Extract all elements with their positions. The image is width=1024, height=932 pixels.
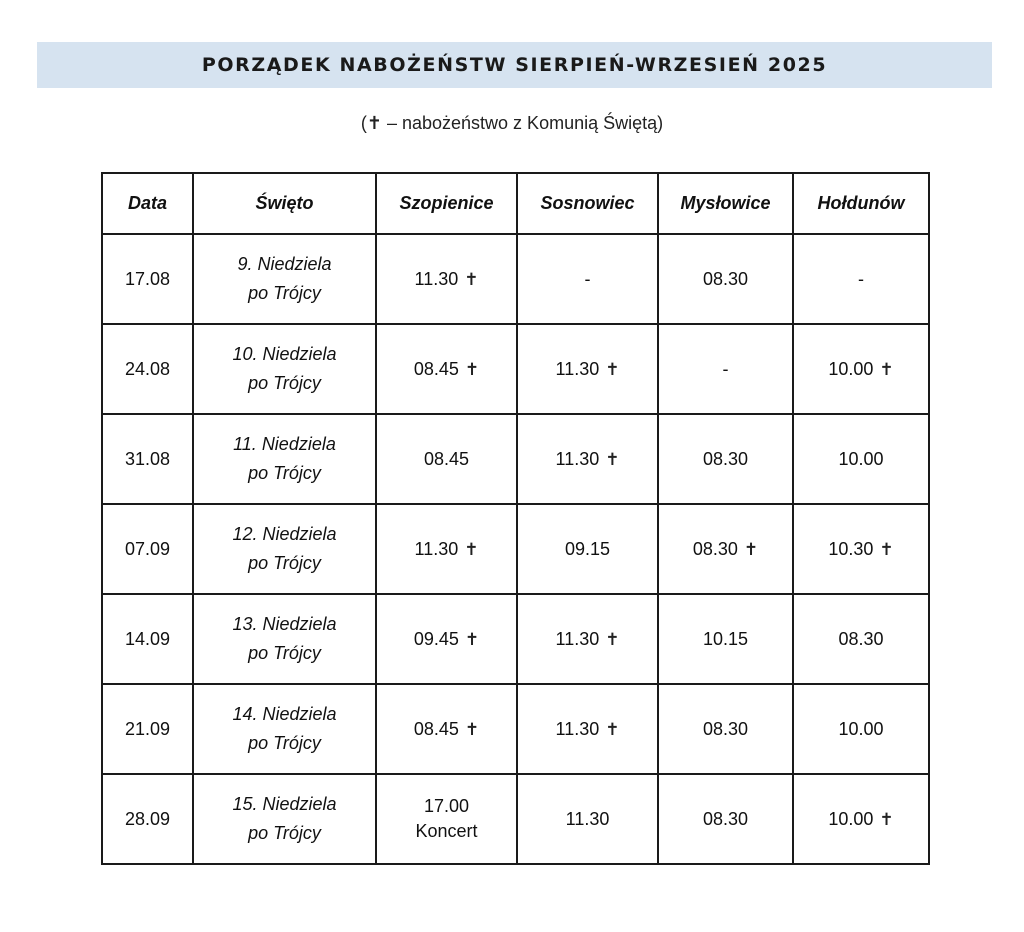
szopienice-cell xyxy=(376,414,517,504)
holiday-line1: 13. Niedziela xyxy=(232,614,337,634)
holiday-line1: 11. Niedziela xyxy=(233,434,336,454)
holiday-cell xyxy=(193,504,376,594)
header-myslowice: Mysłowice xyxy=(658,173,793,234)
sosnowiec-cell xyxy=(517,594,658,684)
cross-icon: ✝ xyxy=(605,719,620,739)
table-row xyxy=(102,414,929,504)
holdunow-cell xyxy=(793,324,929,414)
time-value: 08.30 xyxy=(702,448,749,469)
time-value: 11.30 xyxy=(555,448,600,469)
cross-icon: ✝ xyxy=(879,809,894,829)
sosnowiec-cell xyxy=(517,234,658,324)
holiday-line1: 12. Niedziela xyxy=(232,524,337,544)
date-cell: 17.08 xyxy=(102,234,193,324)
header-date: Data xyxy=(102,173,193,234)
time-value: - xyxy=(722,358,729,379)
header-szopienice: Szopienice xyxy=(376,173,517,234)
time-value: 10.15 xyxy=(702,628,749,649)
date-cell: 21.09 xyxy=(102,684,193,774)
table-row xyxy=(102,324,929,414)
szopienice-cell xyxy=(376,774,517,864)
cross-icon: ✝ xyxy=(366,113,382,133)
time-value: 11.30 xyxy=(414,268,459,289)
cross-icon: ✝ xyxy=(464,269,479,289)
cross-icon: ✝ xyxy=(879,359,894,379)
time-value: 08.45 xyxy=(423,448,470,469)
cross-icon: ✝ xyxy=(464,719,480,739)
time-value: 10.00 xyxy=(828,358,874,379)
holiday-line1: 15. Niedziela xyxy=(232,794,337,814)
szopienice-cell xyxy=(376,234,517,324)
myslowice-cell xyxy=(658,594,793,684)
title-banner xyxy=(37,42,992,88)
holiday-cell xyxy=(193,414,376,504)
holiday-cell xyxy=(193,594,376,684)
sosnowiec-cell xyxy=(517,324,658,414)
time-value: 17.00 xyxy=(423,796,470,816)
sosnowiec-cell xyxy=(517,414,658,504)
szopienice-cell xyxy=(376,324,517,414)
time-value: 08.30 xyxy=(838,628,884,649)
cross-icon: ✝ xyxy=(605,359,620,379)
date-cell: 28.09 xyxy=(102,774,193,864)
header-sosnowiec: Sosnowiec xyxy=(517,173,658,234)
holiday-cell xyxy=(193,234,376,324)
time-value: 11.30 xyxy=(555,628,600,649)
time-value: - xyxy=(858,268,864,289)
myslowice-cell xyxy=(658,234,793,324)
holiday-cell xyxy=(193,324,376,414)
holiday-line2: po Trójcy xyxy=(248,463,321,483)
holdunow-cell xyxy=(793,504,929,594)
holiday-line2: po Trójcy xyxy=(248,373,321,393)
holiday-line2: po Trójcy xyxy=(248,733,321,753)
table-row xyxy=(102,594,929,684)
time-value: 11.30 xyxy=(555,358,600,379)
holiday-cell xyxy=(193,684,376,774)
time-value: 10.30 xyxy=(828,538,874,559)
holiday-line1: 14. Niedziela xyxy=(232,704,337,724)
time-value: 08.30 xyxy=(702,268,749,289)
time-value: 08.30 xyxy=(702,718,749,739)
szopienice-cell xyxy=(376,594,517,684)
holiday-line2: po Trójcy xyxy=(248,823,321,843)
myslowice-cell xyxy=(658,324,793,414)
cross-icon: ✝ xyxy=(743,539,759,559)
time-value: 11.30 xyxy=(555,718,600,739)
date-cell: 24.08 xyxy=(102,324,193,414)
cross-icon: ✝ xyxy=(879,539,894,559)
holdunow-cell xyxy=(793,684,929,774)
time-value: 08.45 xyxy=(413,718,459,739)
holiday-line1: 9. Niedziela xyxy=(237,254,332,274)
szopienice-cell xyxy=(376,684,517,774)
table-row xyxy=(102,504,929,594)
header-holdunow: Hołdunów xyxy=(793,173,929,234)
table-row xyxy=(102,684,929,774)
date-cell: 31.08 xyxy=(102,414,193,504)
time-value: 11.30 xyxy=(414,538,459,559)
cross-icon: ✝ xyxy=(464,359,480,379)
time-value: 08.30 xyxy=(692,538,738,559)
holiday-line2: po Trójcy xyxy=(248,283,321,303)
holiday-cell xyxy=(193,774,376,864)
holdunow-cell xyxy=(793,774,929,864)
legend xyxy=(0,113,1024,134)
table-row xyxy=(102,234,929,324)
date-cell: 14.09 xyxy=(102,594,193,684)
myslowice-cell xyxy=(658,684,793,774)
time-value: 09.45 xyxy=(413,628,459,649)
sosnowiec-cell xyxy=(517,774,658,864)
cross-icon: ✝ xyxy=(464,539,479,559)
holdunow-cell xyxy=(793,414,929,504)
cross-icon: ✝ xyxy=(464,629,480,649)
myslowice-cell xyxy=(658,504,793,594)
time-value: 09.15 xyxy=(564,538,611,559)
time-value: - xyxy=(584,268,591,289)
holiday-line1: 10. Niedziela xyxy=(232,344,337,364)
time-value: 10.00 xyxy=(838,448,884,469)
time-value: 08.30 xyxy=(702,808,749,829)
date-cell: 07.09 xyxy=(102,504,193,594)
page-title: PORZĄDEK NABOŻEŃSTW SIERPIEŃ-WRZESIEŃ 2025 xyxy=(201,54,828,76)
holdunow-cell xyxy=(793,594,929,684)
holiday-line2: po Trójcy xyxy=(248,553,321,573)
header-row xyxy=(102,173,929,234)
szopienice-cell xyxy=(376,504,517,594)
time-value: 10.00 xyxy=(828,808,874,829)
myslowice-cell xyxy=(658,774,793,864)
holdunow-cell xyxy=(793,234,929,324)
cross-icon: ✝ xyxy=(605,629,620,649)
time-value: 08.45 xyxy=(413,358,459,379)
cross-icon: ✝ xyxy=(605,449,620,469)
sosnowiec-cell xyxy=(517,684,658,774)
holiday-line2: po Trójcy xyxy=(248,643,321,663)
legend-text: – nabożeństwo z Komunią Świętą) xyxy=(381,113,664,133)
header-holiday: Święto xyxy=(193,173,376,234)
legend-open: ( xyxy=(360,113,367,133)
table-row xyxy=(102,774,929,864)
schedule-table xyxy=(101,172,930,865)
event-label: Koncert xyxy=(415,821,478,841)
sosnowiec-cell xyxy=(517,504,658,594)
myslowice-cell xyxy=(658,414,793,504)
time-value: 10.00 xyxy=(838,718,884,739)
time-value: 11.30 xyxy=(565,808,610,829)
